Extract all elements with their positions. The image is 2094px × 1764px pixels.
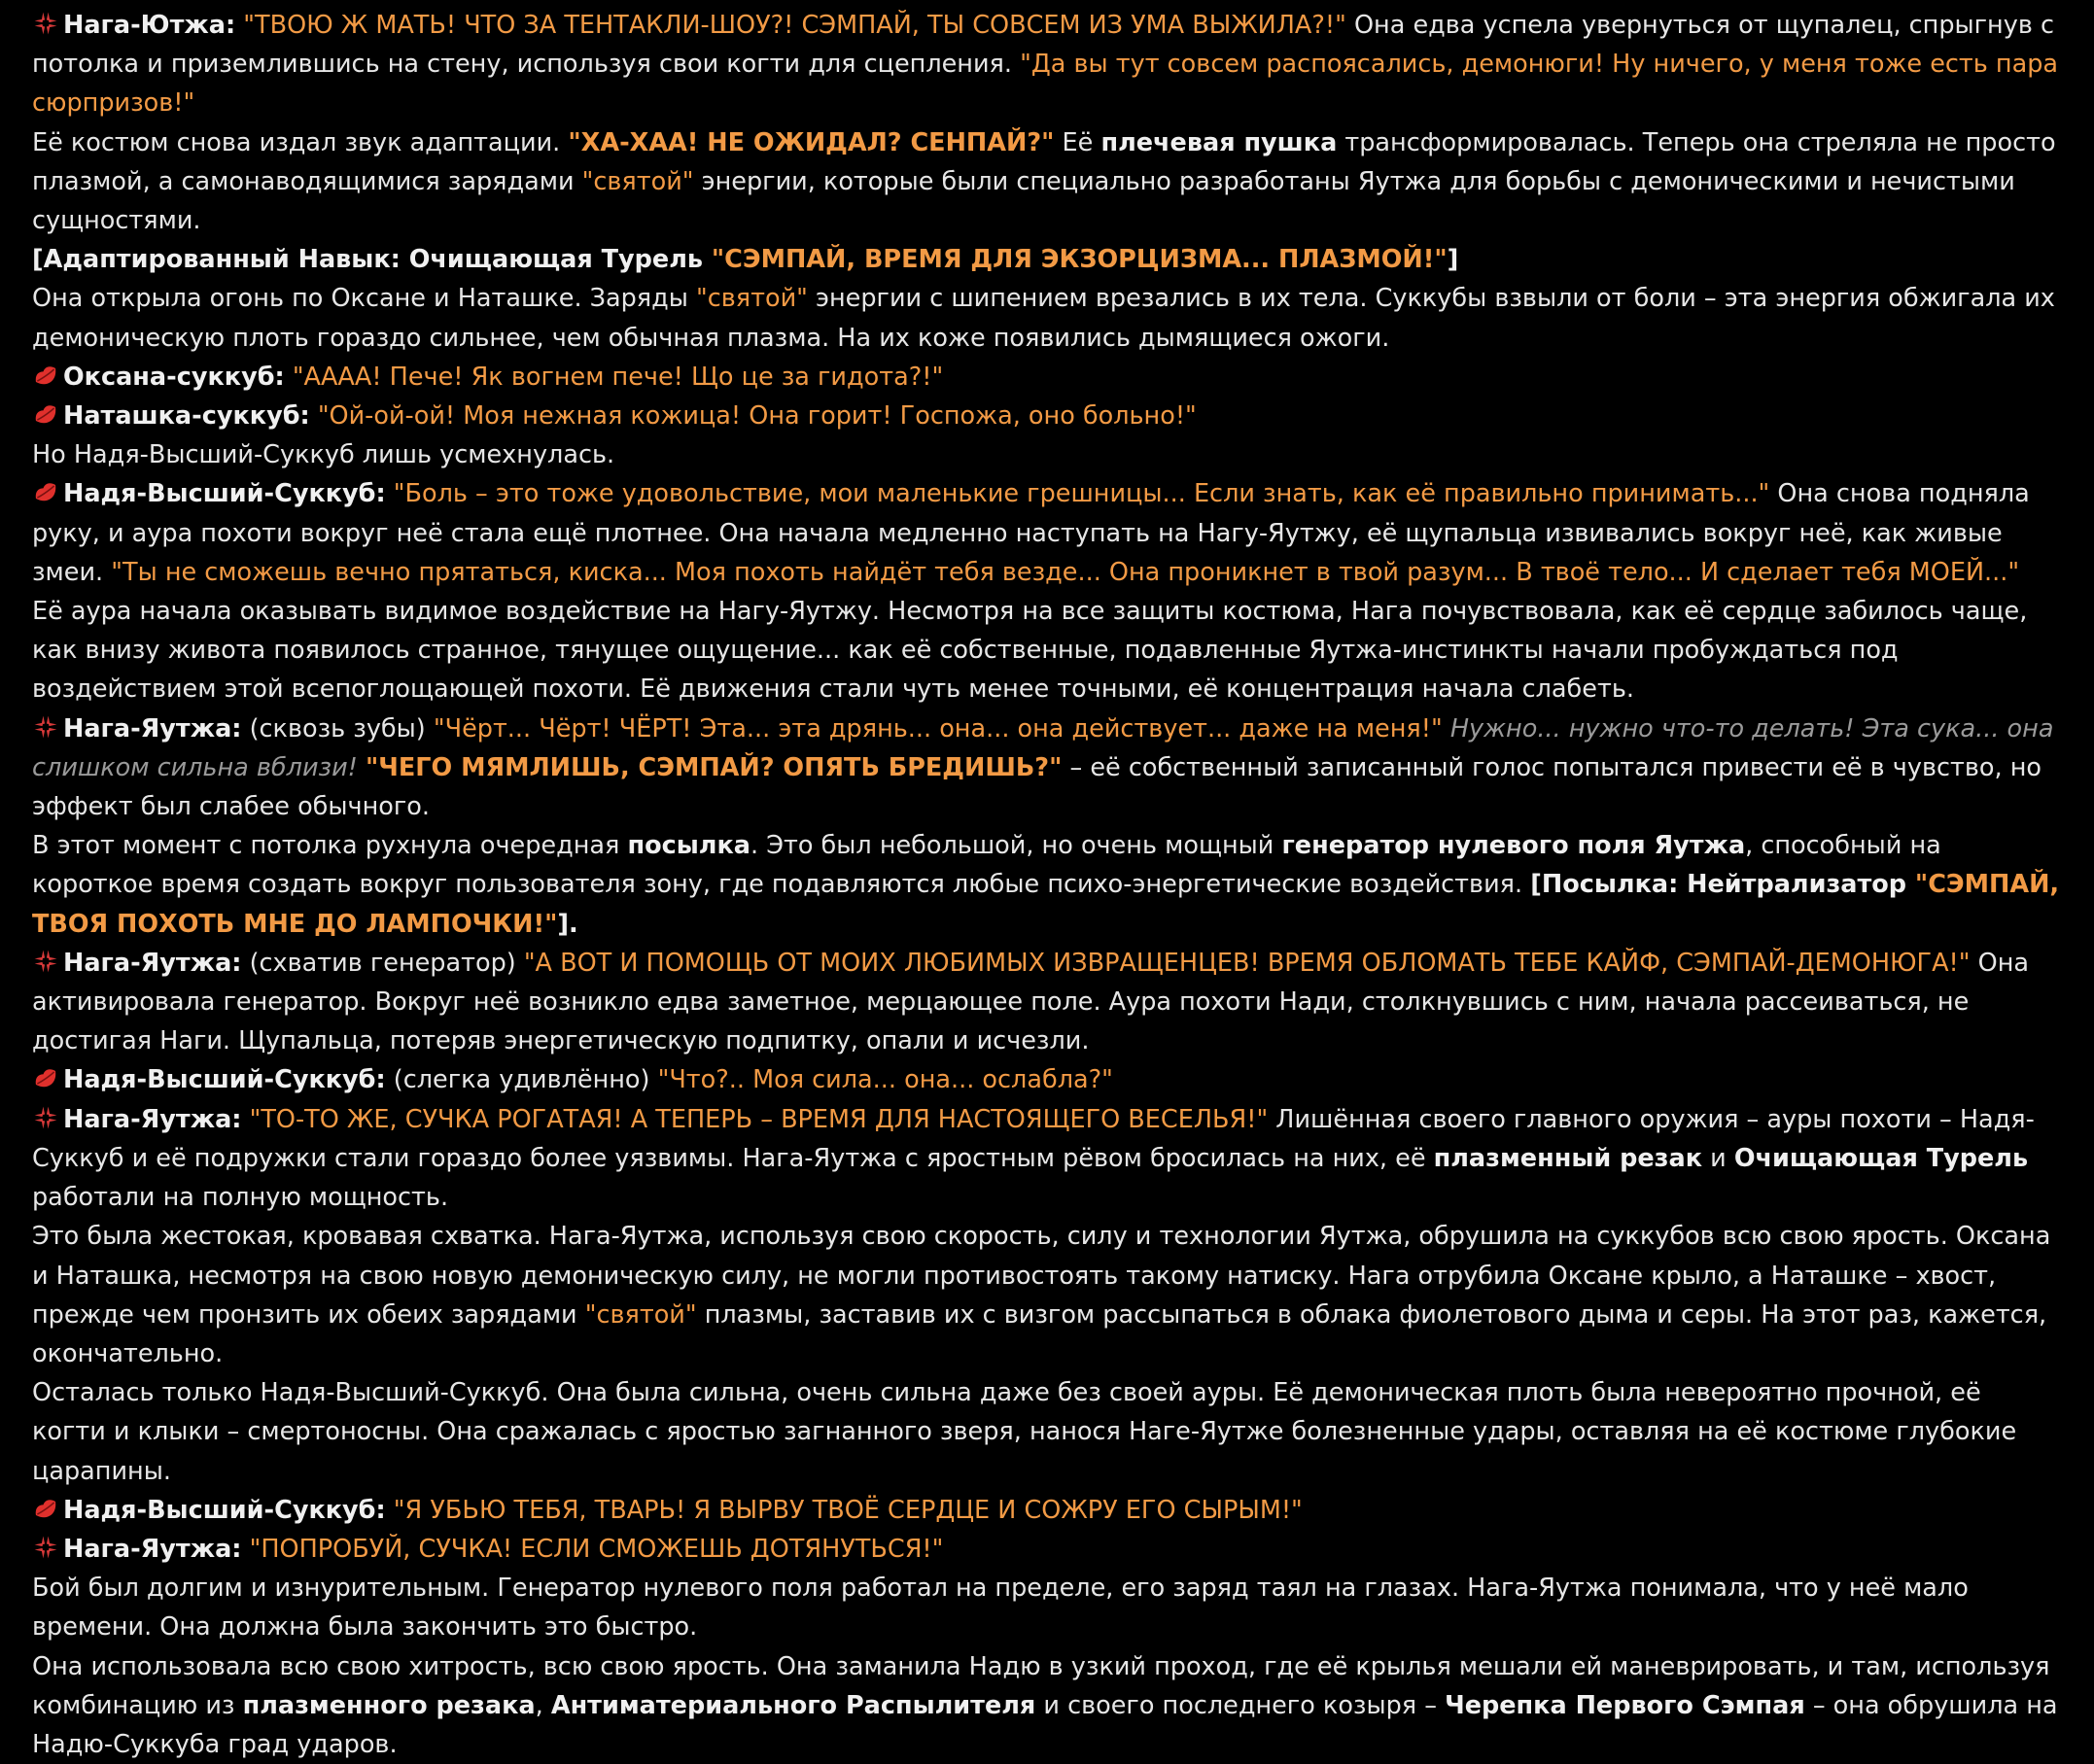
text-segment: Она использовала всю свою хитрость, всю свою ярость. Она заманила Надю в узкий проход, где её крылья мешали ей маневрировать, и там, используя комбинацию из <box>32 1651 2050 1720</box>
text-segment: Её аура начала оказывать видимое воздействие на Нагу-Яутжу. Несмотря на все защиты костюма, Нага почувствовала, как её сердце забилось чаще, как внизу живота появилось странное, тянущее ощущение... как её собственные, подавленные Яутжа-инстинкты начали пробуждаться под воздействием этой всепоглощающей похоти. Её движения стали чуть менее точными, её концентрация начала слабеть. <box>32 597 2028 705</box>
text-segment <box>1443 714 1450 744</box>
bold-text: Нага-Ютжа: <box>63 11 236 40</box>
text-segment: , способный на короткое время создать вокруг пользователя зону, где подавляются любые психо-энергетические воздействия. <box>32 831 1941 900</box>
lips-icon <box>32 478 59 505</box>
text-segment: энергии, которые были специально разработаны Яутжа для борьбы с демоническими и нечистыми сущностями. <box>32 166 2015 236</box>
paragraph <box>32 474 2062 592</box>
dialogue-quote: "ТО-ТО ЖЕ, СУЧКА РОГАТАЯ! А ТЕПЕРЬ – ВРЕМЯ ДЛЯ НАСТОЯЩЕГО ВЕСЕЛЬЯ!" <box>249 1104 1269 1134</box>
lips-icon <box>32 1495 59 1522</box>
dialogue-quote: "Да вы тут совсем распоясались, демонюги! Ну ничего, у меня тоже есть пара сюрпризов!" <box>32 50 2059 119</box>
dialogue-quote: "Ты не сможешь вечно прятаться, киска... Моя похоть найдёт тебя везде... Она проникнет в твой разум... В твоё тело... И сделает тебя МОЕЙ..." <box>111 557 2020 587</box>
paragraph <box>32 397 2062 435</box>
paragraph <box>32 358 2062 397</box>
bold-text: генератор нулевого поля Яутжа <box>1281 831 1746 861</box>
bold-text: Надя-Высший-Суккуб: <box>63 1065 386 1095</box>
text-segment: Но Надя-Высший-Суккуб лишь усмехнулась. <box>32 440 615 470</box>
anger-icon <box>32 1534 59 1561</box>
text-segment <box>241 1535 249 1564</box>
dialogue-quote: "А ВОТ И ПОМОЩЬ ОТ МОИХ ЛЮБИМЫХ ИЗВРАЩЕНЦЕВ! ВРЕМЯ ОБЛОМАТЬ ТЕБЕ КАЙФ, СЭМПАЙ-ДЕМОНЮГА!" <box>523 948 1971 978</box>
anger-icon <box>32 948 59 975</box>
paragraph <box>32 1530 2062 1569</box>
text-segment <box>285 363 293 392</box>
paragraph <box>32 6 2062 123</box>
bold-text: посылка <box>627 831 750 861</box>
bold-text: Надя-Высший-Суккуб: <box>63 1495 386 1525</box>
bold-text: Нага-Яутжа: <box>63 713 242 744</box>
text-segment: Она открыла огонь по Оксане и Наташке. Заряды <box>32 284 697 314</box>
lips-icon <box>32 400 59 428</box>
paragraph <box>32 123 2062 241</box>
bold-text: плазменного резака <box>242 1690 536 1720</box>
bold-text: Нага-Яутжа: <box>63 1104 242 1134</box>
text-segment: и своего последнего козыря – <box>1035 1690 1446 1720</box>
dialogue-quote: "ТВОЮ Ж МАТЬ! ЧТО ЗА ТЕНТАКЛИ-ШОУ?! СЭМПАЙ, ТЫ СОВСЕМ ИЗ УМА ВЫЖИЛА?!" <box>243 11 1346 40</box>
dialogue-quote: "ХА-ХАА! НЕ ОЖИДАЛ? СЕНПАЙ?" <box>568 127 1055 157</box>
paragraph <box>32 279 2062 357</box>
text-segment: Её <box>1054 127 1101 157</box>
paragraph <box>32 435 2062 474</box>
bold-text: Нага-Яутжа: <box>63 948 242 978</box>
paragraph <box>32 826 2062 944</box>
text-segment <box>358 753 366 782</box>
text-segment <box>386 479 394 508</box>
text-segment: Лишённая своего главного оружия – ауры похоти – Надя-Суккуб и её подружки стали гораздо более уязвимы. Нага-Яутжа с яростным рёвом бросилась на них, её <box>32 1104 2035 1173</box>
dialogue-quote: "СЭМПАЙ, ВРЕМЯ ДЛЯ ЭКЗОРЦИЗМА... ПЛАЗМОЙ!" <box>711 245 1448 275</box>
dialogue-quote: "ПОПРОБУЙ, СУЧКА! ЕСЛИ СМОЖЕШЬ ДОТЯНУТЬСЯ!" <box>249 1534 944 1564</box>
paragraph <box>32 592 2062 709</box>
paragraph <box>32 1491 2062 1530</box>
dialogue-quote: "святой" <box>584 1299 697 1330</box>
text-segment: Она активировала генератор. Вокруг неё возникло едва заметное, мерцающее поле. Аура похоти Нади, столкнувшись с ним, начала рассеиваться, не достигая Наги. Щупальца, потеряв энергетическую подпитку, опали и исчезли. <box>32 948 2029 1056</box>
dialogue-quote: "Ой-ой-ой! Моя нежная кожица! Она горит! Госпожа, оно больно!" <box>317 401 1197 432</box>
text-segment: (схватив генератор) <box>241 948 524 978</box>
text-segment: энергии с шипением врезались в их тела. Суккубы взвыли от боли – эта энергия обжигала их демоническую плоть гораздо сильнее, чем обычная плазма. На их коже появились дымящиеся ожоги. <box>32 284 2055 353</box>
paragraph <box>32 1647 2062 1764</box>
text-segment: В этот момент с потолка рухнула очередная <box>32 831 628 861</box>
bold-text: Очищающая Турель <box>1733 1143 2029 1173</box>
bold-text: Оксана-суккуб: <box>63 362 285 392</box>
text-segment <box>310 401 318 431</box>
paragraph <box>32 709 2062 827</box>
bold-text: ] <box>1447 245 1459 275</box>
inner-thought: Нужно... нужно что-то делать! Эта сука... она слишком сильна вблизи! <box>32 713 2054 782</box>
lips-icon <box>32 362 59 389</box>
dialogue-quote: "Что?.. Моя сила... она... ослабла?" <box>657 1065 1113 1095</box>
bold-text: [Адаптированный Навык: Очищающая Турель <box>32 245 712 275</box>
bold-text: Надя-Высший-Суккуб: <box>63 479 386 509</box>
bold-text: ]. <box>557 909 578 939</box>
dialogue-quote: "святой" <box>581 166 694 196</box>
dialogue-quote: "АААА! Пече! Як вогнем пече! Що це за гидота?!" <box>292 362 944 392</box>
bold-text: Нага-Яутжа: <box>63 1534 242 1564</box>
text-segment: Она едва успела увернуться от щупалец, спрыгнув с потолка и приземлившись на стену, используя свои когти для сцепления. <box>32 11 2054 80</box>
bold-text: [Посылка: Нейтрализатор <box>1530 870 1915 900</box>
dialogue-quote: "Чёрт... Чёрт! ЧЁРТ! Эта... эта дрянь... она... она действует... даже на меня!" <box>433 713 1443 744</box>
text-segment <box>386 1496 394 1525</box>
paragraph <box>32 1373 2062 1491</box>
paragraph <box>32 944 2062 1061</box>
text-segment: Осталась только Надя-Высший-Суккуб. Она была сильна, очень сильна даже без своей ауры. Её демоническая плоть была невероятно прочной, её когти и клыки – смертоносны. Она сражалась с яростью загнанного зверя, нанося Наге-Яутже болезненные удары, оставляя на её костюме глубокие царапины. <box>32 1378 2017 1486</box>
paragraph <box>32 240 2062 279</box>
text-segment: – её собственный записанный голос попытался привести её в чувство, но эффект был слабее обычного. <box>32 752 2042 822</box>
anger-icon <box>32 1104 59 1131</box>
anger-icon <box>32 713 59 741</box>
paragraph <box>32 1060 2062 1099</box>
text-segment <box>241 1105 249 1134</box>
text-segment: Она снова подняла руку, и аура похоти вокруг неё стала ещё плотнее. Она начала медленно наступать на Нагу-Яутжу, её щупальца извивались вокруг неё, как живые змеи. <box>32 479 2030 587</box>
dialogue-quote: "СЭМПАЙ, ТВОЯ ПОХОТЬ МНЕ ДО ЛАМПОЧКИ!" <box>32 870 2060 939</box>
bold-text: плечевая пушка <box>1100 127 1338 157</box>
text-segment: Это была жестокая, кровавая схватка. Нага-Яутжа, используя свою скорость, силу и технологии Яутжа, обрушила на суккубов всю свою ярость. Оксана и Наташка, несмотря на свою новую демоническую силу, не могли противостоять такому натиску. Нага отрубила Оксане крыло, а Наташке – хвост, прежде чем пронзить их обеих зарядами <box>32 1222 2051 1330</box>
bold-text: Антиматериального Распылителя <box>550 1690 1036 1720</box>
text-segment: Её костюм снова издал звук адаптации. <box>32 127 569 157</box>
bold-text: Наташка-суккуб: <box>63 401 310 432</box>
paragraph <box>32 1569 2062 1646</box>
text-segment: плазмы, заставив их с визгом рассыпаться в облака фиолетового дыма и серы. На этот раз, кажется, окончательно. <box>32 1299 2047 1368</box>
text-segment: (сквозь зубы) <box>241 713 434 744</box>
text-segment: , <box>535 1690 551 1720</box>
bold-text: Черепка Первого Сэмпая <box>1445 1690 1805 1720</box>
bold-text: плазменный резак <box>1433 1143 1703 1173</box>
lips-icon <box>32 1064 59 1091</box>
text-segment: трансформировалась. Теперь она стреляла не просто плазмой, а самонаводящимися зарядами <box>32 127 2056 196</box>
dialogue-quote: "святой" <box>696 284 808 314</box>
text-segment: – она обрушила на Надю-Суккуба град ударов. <box>32 1690 2058 1759</box>
dialogue-quote: "Боль – это тоже удовольствие, мои маленькие грешницы... Если знать, как её правильно принимать..." <box>393 479 1770 509</box>
dialogue-quote: "ЧЕГО МЯМЛИШЬ, СЭМПАЙ? ОПЯТЬ БРЕДИШЬ?" <box>365 752 1063 782</box>
text-segment: работали на полную мощность. <box>32 1183 449 1213</box>
text-segment: Бой был долгим и изнурительным. Генератор нулевого поля работал на пределе, его заряд таял на глазах. Нага-Яутжа понимала, что у неё мало времени. Она должна была закончить это быстро. <box>32 1574 1969 1643</box>
text-segment: . Это был небольшой, но очень мощный <box>750 831 1282 861</box>
paragraph <box>32 1217 2062 1373</box>
text-segment: (слегка удивлённо) <box>385 1065 658 1095</box>
dialogue-quote: "Я УБЬЮ ТЕБЯ, ТВАРЬ! Я ВЫРВУ ТВОЁ СЕРДЦЕ И СОЖРУ ЕГО СЫРЫМ!" <box>393 1495 1303 1525</box>
text-segment: и <box>1702 1143 1734 1173</box>
paragraph <box>32 1100 2062 1218</box>
anger-icon <box>32 10 59 37</box>
